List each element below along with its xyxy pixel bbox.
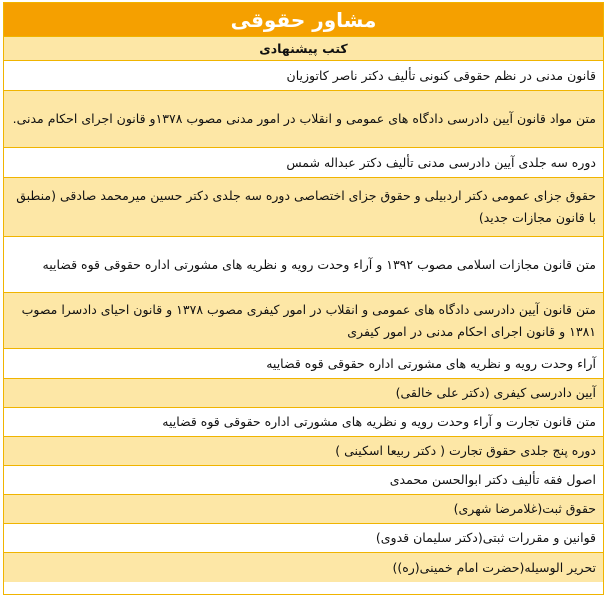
- book-row-12: حقوق ثبت(غلامرضا شهری): [4, 495, 603, 524]
- book-row-3: دوره سه جلدی آیین دادرسی مدنی تألیف دکتر عبداله شمس: [4, 148, 603, 178]
- page-title: مشاور حقوقی: [4, 3, 603, 37]
- book-row-7: آراء وحدت رویه و نظریه های مشورتی اداره حقوقی قوه قضاییه: [4, 349, 603, 379]
- legal-advisor-box: [3, 2, 604, 595]
- book-row-6: متن قانون آیین دادرسی دادگاه های عمومی و انقلاب در امور کیفری مصوب ۱۳۷۸ و قانون احیای دادسرا مصوب ۱۳۸۱ و قانون اجرای احکام مدنی در امور کیفری: [4, 293, 603, 349]
- book-row-10: دوره پنج جلدی حقوق تجارت ( دکتر ربیعا اسکینی ): [4, 437, 603, 466]
- book-row-5: متن قانون مجازات اسلامی مصوب ۱۳۹۲ و آراء وحدت رویه و نظریه های مشورتی اداره حقوقی قوه قضاییه: [4, 237, 603, 293]
- book-row-4: حقوق جزای عمومی دکتر اردبیلی و حقوق جزای اختصاصی دوره سه جلدی دکتر حسین میرمحمد صادقی (منطبق با قانون مجازات جدید): [4, 178, 603, 237]
- book-row-14: تحریر الوسیله(حضرت امام خمینی(ره)): [4, 553, 603, 582]
- book-row-2: متن مواد قانون آیین دادرسی دادگاه های عمومی و انقلاب در امور مدنی مصوب ۱۳۷۸و قانون اجرای احکام مدنی.: [4, 91, 603, 148]
- book-row-9: متن قانون تجارت و آراء وحدت رویه و نظریه های مشورتی اداره حقوقی قوه قضاییه: [4, 408, 603, 437]
- book-row-8: آیین دادرسی کیفری (دکتر علی خالقی): [4, 379, 603, 408]
- book-row-11: اصول فقه تألیف دکتر ابوالحسن محمدی: [4, 466, 603, 495]
- book-row-13: قوانین و مقررات ثبتی(دکتر سلیمان قدوی): [4, 524, 603, 553]
- section-header-recommended-books: کتب پیشنهادی: [4, 37, 603, 61]
- book-row-1: قانون مدنی در نظم حقوقی کنونی تألیف دکتر ناصر کاتوزیان: [4, 61, 603, 91]
